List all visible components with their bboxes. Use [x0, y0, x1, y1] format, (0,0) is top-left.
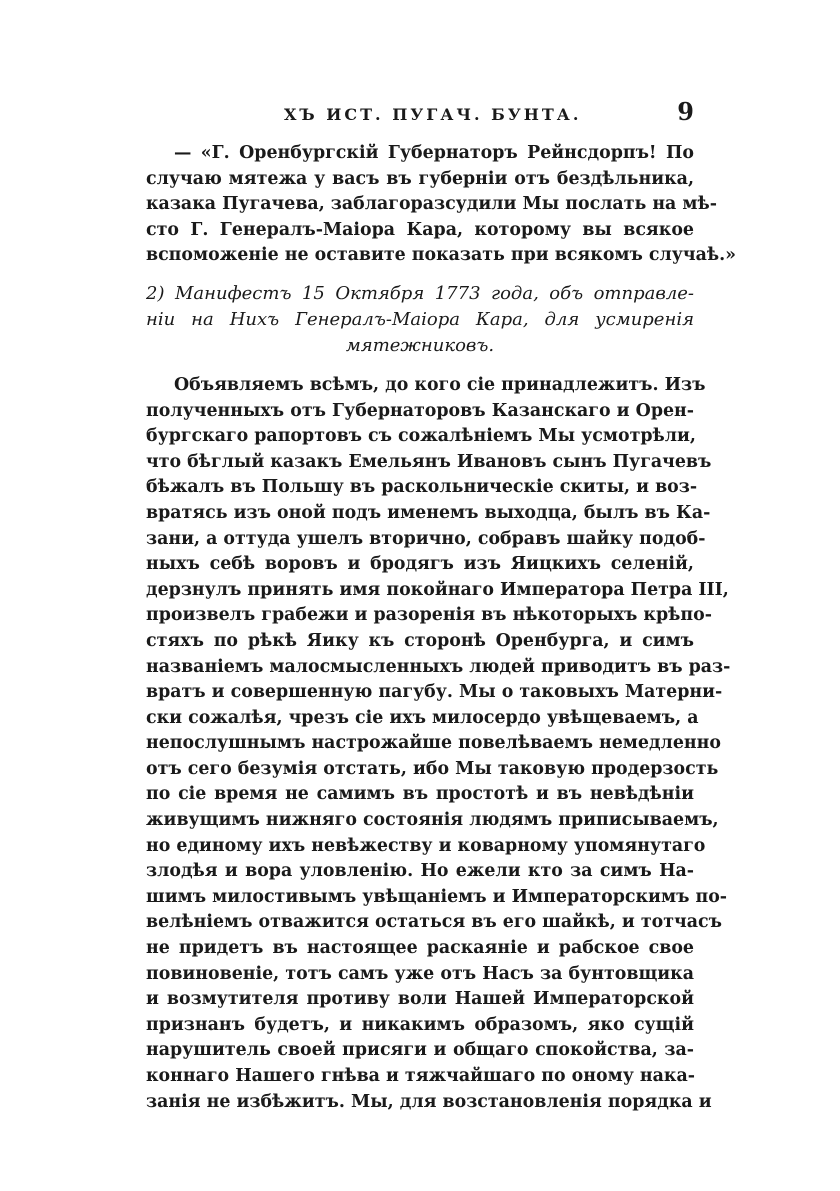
body-line: Объявляемъ всѣмъ, до кого сіе принадлежитъ. Изъ	[174, 374, 706, 395]
body-line: и возмутителя противу воли Нашей Императорской	[146, 989, 694, 1010]
body-line: повиновеніе, тотъ самъ уже отъ Насъ за бунтовщика	[146, 963, 694, 984]
body-line: признанъ будетъ, и никакимъ образомъ, яко сущій	[146, 1014, 694, 1035]
page-number: 9	[677, 97, 694, 126]
body-line: отъ сего безумія отстать, ибо Мы таковую продерзость	[146, 758, 719, 779]
body-line: по сіе время не самимъ въ простотѣ и въ невѣдѣніи	[146, 784, 694, 805]
quoted-order	[146, 141, 737, 269]
quote-line: вспоможеніе не оставите показать при всякомъ случаѣ.»	[146, 245, 737, 266]
body-line: нарушитель своей присяги и общаго спокойства, за-	[146, 1040, 694, 1061]
body-line: ныхъ себѣ воровъ и бродягъ изъ Яицкихъ селеній,	[146, 554, 694, 575]
body-line: живущимъ нижняго состоянія людямъ приписываемъ,	[146, 810, 719, 831]
body-line: коннаго Нашего гнѣва и тяжчайшаго по оному нака-	[146, 1066, 695, 1086]
body-line: что бѣглый казакъ Емельянъ Ивановъ сынъ Пугачевъ	[146, 451, 712, 472]
body-line: ски сожалѣя, чрезъ сіе ихъ милосердо увѣщеваемъ, а	[146, 707, 699, 728]
body-line: занія не избѣжитъ. Мы, для возстановленія порядка и	[146, 1091, 712, 1112]
body-line: злодѣя и вора уловленію. Но ежели кто за симъ На-	[146, 861, 694, 882]
body-line: названіемъ малосмысленныхъ людей приводитъ въ раз-	[146, 656, 731, 677]
section-heading	[146, 281, 694, 359]
body-line: полученныхъ отъ Губернаторовъ Казанскаго и Орен-	[146, 400, 694, 421]
heading-line: ніи на Нихъ Генералъ-Маіора Кара, для усмиренія	[146, 308, 694, 330]
body-line: велѣніемъ отважится остаться въ его шайкѣ, и тотчасъ	[146, 912, 722, 933]
body-line: бургскаго рапортовъ съ сожалѣніемъ Мы усмотрѣли,	[146, 426, 696, 447]
body-line: непослушнымъ настрожайше повелѣваемъ немедленно	[146, 733, 721, 754]
running-title: ХЪ ИСТ. ПУГАЧ. БУНТА.	[284, 105, 582, 124]
heading-line: мятежниковъ.	[345, 334, 495, 356]
body-line: стяхъ по рѣкѣ Яику къ сторонѣ Оренбурга, и симъ	[146, 630, 694, 651]
body-line: произвелъ грабежи и разоренія въ нѣкоторыхъ крѣпо-	[146, 605, 712, 626]
book-page	[146, 95, 737, 1115]
body-line: бѣжалъ въ Польшу въ раскольническіе скиты, и воз-	[146, 477, 698, 498]
body-line: дерзнулъ принять имя покойнаго Императора Петра III,	[146, 579, 729, 600]
manifesto-body	[146, 373, 731, 1115]
body-line: шимъ милостивымъ увѣщаніемъ и Императорскимъ по-	[146, 886, 728, 907]
body-line: не придетъ въ настоящее раскаяніе и рабское свое	[146, 938, 694, 959]
quote-line: случаю мятежа у васъ въ губерніи отъ бездѣльника,	[146, 168, 694, 189]
running-head	[146, 95, 694, 135]
body-line: вратъ и совершенную пагубу. Мы о таковыхъ Матерни-	[146, 682, 723, 703]
quote-line: — «Г. Оренбургскій Губернаторъ Рейнсдорпъ! По	[174, 143, 694, 163]
quote-line: казака Пугачева, заблагоразсудили Мы послать на мѣ-	[146, 194, 717, 215]
quote-line: сто Г. Генералъ-Маіора Кара, которому вы всякое	[146, 219, 694, 240]
body-line: вратясь изъ оной подъ именемъ выходца, былъ въ Ка-	[146, 502, 711, 523]
heading-line: 2) Манифестъ 15 Октября 1773 года, объ отправле-	[146, 282, 694, 304]
body-line: но единому ихъ невѣжеству и коварному упомянутаго	[146, 835, 706, 856]
body-line: зани, а оттуда ушелъ вторично, собравъ шайку подоб-	[146, 528, 706, 549]
